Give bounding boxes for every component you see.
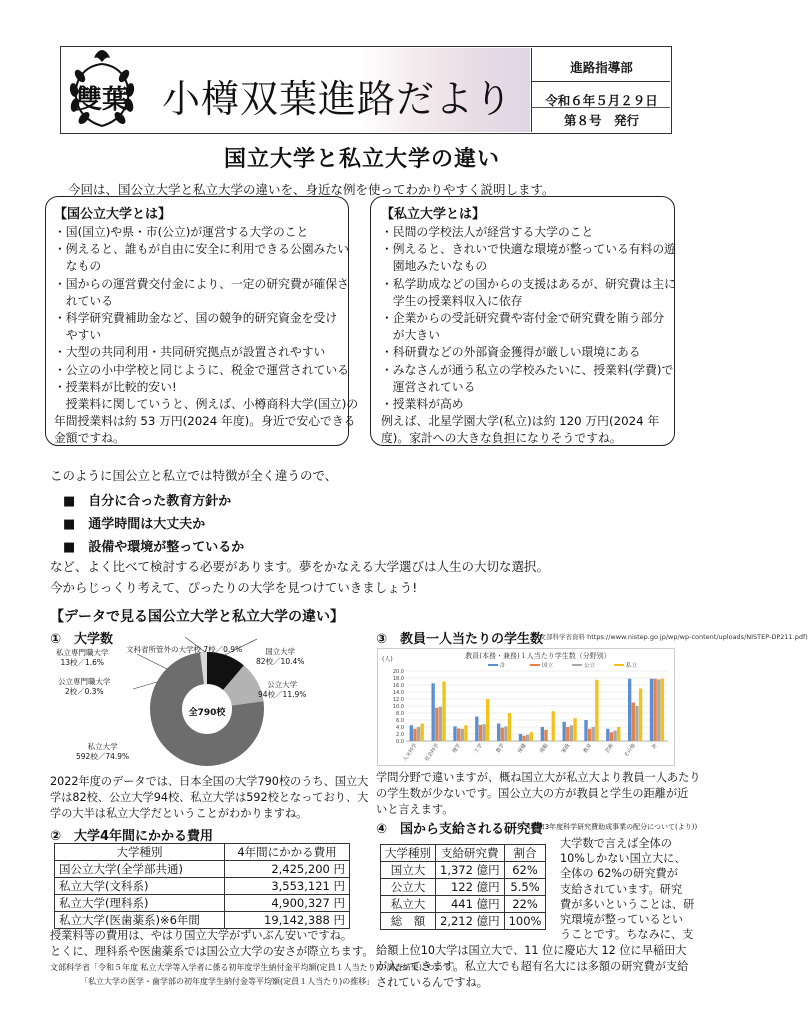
text-line: 大学数で言えば全体の bbox=[560, 837, 672, 850]
pie-label-private-professional: 私立専門職大学 13校／1.6% bbox=[56, 648, 109, 667]
text-line: 金額ですね。 bbox=[54, 431, 125, 446]
text-line: 10%しかない国立大に、 bbox=[560, 852, 686, 866]
bar bbox=[461, 729, 464, 741]
text-line: 支給されています。研究 bbox=[560, 882, 683, 896]
text-line: 授業料に関していうと、例えば、小樽商科大学(国立)の bbox=[54, 397, 359, 411]
text-line: ・私学助成などの国からの支援はあるが、研究費は主に bbox=[381, 276, 676, 291]
bar bbox=[431, 683, 434, 741]
comparison-text: このように国公立と私立では特徴が全く違うので、 bbox=[50, 468, 338, 483]
bar bbox=[541, 727, 544, 741]
funds-ratio: 62% bbox=[504, 862, 546, 879]
private-university-box bbox=[370, 196, 675, 446]
research-funds-table bbox=[380, 844, 546, 930]
text-line: なもの bbox=[54, 259, 102, 274]
issue-number: 第８号 発行 bbox=[563, 113, 639, 128]
legend-label: 公立 bbox=[584, 663, 596, 669]
bar bbox=[584, 720, 587, 741]
national-university-box bbox=[45, 196, 359, 446]
pie-label-public-professional: 公立専門職大学 2校／0.3% bbox=[58, 677, 111, 696]
x-tick-label: 理学 bbox=[451, 742, 463, 755]
text-line: ・科学研究費補助金など、国の競争的研究資金を受け bbox=[54, 311, 338, 325]
bar bbox=[628, 679, 631, 741]
header-divider bbox=[531, 107, 670, 108]
section1-heading: ① 大学数 bbox=[50, 632, 114, 647]
text-line: ・授業料が高め bbox=[381, 397, 464, 411]
y-tick-label: 8.0 bbox=[396, 711, 404, 717]
text-line: 園地みたいなもの bbox=[381, 259, 488, 274]
cost-col-amount: 4年間にかかる費用 bbox=[225, 844, 350, 861]
funds-ratio: 22% bbox=[504, 896, 546, 913]
x-tick-label: 計 bbox=[650, 742, 659, 751]
funds-ratio: 5.5% bbox=[504, 879, 546, 896]
text-line: ・公立の小中学校と同じように、税金で運営されている bbox=[54, 362, 349, 377]
bar bbox=[552, 711, 555, 741]
article-title: 国立大学と私立大学の違い bbox=[223, 147, 500, 172]
intro-text: 今回は、国公立大学と私立大学の違いを、身近な例を使ってわかりやすく説明します。 bbox=[68, 182, 555, 197]
section2-source: 「私立大学の医学・歯学部の初年度学生納付金等平均額(定員１人当たり)の推移」 bbox=[80, 977, 375, 986]
bar bbox=[595, 680, 598, 741]
legend-label: 私立 bbox=[626, 663, 638, 669]
cost-amount: 4,900,327 円 bbox=[225, 895, 350, 912]
x-tick-label: 教育 bbox=[582, 742, 594, 755]
cost-amount: 2,425,200 円 bbox=[225, 861, 350, 878]
bar bbox=[417, 727, 420, 741]
section1-text: 2022年度のデータでは、日本全国の大学790校のうち、国立大 bbox=[50, 775, 369, 788]
bar bbox=[635, 706, 638, 741]
section4-text: 給額上位10大学は国立大で、11 位に慶応大 12 位に早稲田大 bbox=[376, 944, 687, 957]
emblem-glyph: 雙葉 bbox=[75, 85, 129, 115]
section3-text: いと言えます。 bbox=[376, 803, 454, 816]
chart-title: 教員(本務・兼務)１人当たり学生数（分野別） bbox=[465, 652, 611, 660]
text-line: ・国からの運営費交付金により、一定の研究費が確保さ bbox=[54, 276, 349, 291]
text-line: ・国(国立)や県・市(公立)が運営する大学のこと bbox=[54, 225, 309, 239]
bar bbox=[442, 682, 445, 742]
section2-text: とくに、理科系や医歯薬系では国公立大学の安さが際立ちます。 bbox=[50, 945, 374, 958]
funds-amount: 441 億円 bbox=[436, 896, 505, 913]
x-tick-label: 人文科学 bbox=[402, 742, 419, 763]
bar bbox=[475, 717, 478, 742]
bar bbox=[410, 725, 413, 741]
bar bbox=[508, 713, 511, 741]
students-per-teacher-chart bbox=[377, 648, 675, 766]
funds-col-type: 大学種別 bbox=[381, 845, 436, 862]
y-tick-label: 12.0 bbox=[392, 697, 404, 703]
bar bbox=[566, 727, 569, 741]
y-tick-label: 20.0 bbox=[392, 669, 404, 675]
pie-center-label: 全790校 bbox=[188, 708, 226, 718]
bar bbox=[479, 725, 482, 741]
text-line: ・企業からの受託研究費や寄付金で研究費を賄う部分 bbox=[381, 311, 665, 325]
bar bbox=[530, 732, 533, 741]
newsletter-title: 小樽双葉進路だより bbox=[162, 77, 514, 121]
text-line: ・大型の共同利用・共同研究拠点が設置されやすい bbox=[54, 345, 326, 360]
section2-text: 授業料等の費用は、やはり国立大学がずいぶん安いですね。 bbox=[50, 929, 353, 942]
table-row bbox=[381, 896, 546, 913]
text-line: やすい bbox=[54, 328, 102, 343]
text-line: ・授業料が比較的安い! bbox=[54, 379, 177, 394]
table-row bbox=[381, 913, 546, 930]
section3-text: 学問分野で違いますが、概ね国立大が私立大より教員一人あたり bbox=[376, 771, 701, 784]
point-item: ■ 自分に合った教育方針か bbox=[63, 494, 232, 509]
text-line: ・例えると、誰もが自由に安全に利用できる公園みたい bbox=[54, 242, 349, 257]
y-tick-label: 4.0 bbox=[396, 725, 404, 731]
text-line: 度)。家計への大きな負担になりそうですね。 bbox=[381, 431, 622, 446]
private-box-heading: 【私立大学とは】 bbox=[381, 207, 486, 222]
text-line: 運営されている bbox=[381, 379, 476, 394]
x-tick-label: 保健 bbox=[517, 742, 528, 755]
bar bbox=[501, 728, 504, 741]
y-tick-label: 14.0 bbox=[392, 690, 404, 696]
y-tick-label: 18.0 bbox=[392, 676, 404, 682]
table-row bbox=[55, 912, 350, 929]
table-row bbox=[55, 861, 350, 878]
bar bbox=[486, 699, 489, 741]
cost-type: 国公立大学(全学部共通) bbox=[55, 861, 225, 878]
cost-amount: 3,553,121 円 bbox=[225, 878, 350, 895]
table-row bbox=[381, 862, 546, 879]
closing-text: など、よく比べて検討する必要があります。夢をかなえる大学選びは人生の大切な選択。 bbox=[50, 559, 550, 574]
legend-label: 計 bbox=[500, 663, 506, 669]
department-label: 進路指導部 bbox=[570, 60, 633, 75]
funds-type: 国立大 bbox=[381, 862, 436, 879]
bar bbox=[544, 730, 547, 741]
funds-col-amount: 支給研究費 bbox=[436, 845, 505, 862]
text-line: が大きい bbox=[381, 328, 440, 343]
legend-label: 国立 bbox=[542, 663, 554, 669]
funds-ratio: 100% bbox=[504, 913, 546, 930]
y-tick-label: 0.0 bbox=[396, 739, 404, 745]
section2-heading: ② 大学4年間にかかる費用 bbox=[50, 829, 214, 844]
section3-text: の学生数が少ないです。国公立大の方が教員と学生の距離が近 bbox=[376, 787, 689, 800]
pie-label-national: 国立大学 82校／10.4% bbox=[256, 647, 305, 666]
bar bbox=[592, 727, 595, 741]
cost-amount: 19,142,388 円 bbox=[225, 912, 350, 929]
bar bbox=[519, 734, 522, 741]
text-line: 年間授業料は約 53 万円(2024 年度)。身近で安心できる bbox=[54, 414, 356, 429]
bar bbox=[653, 679, 656, 741]
text-line: 例えば、北星学園大学(私立)は約 120 万円(2024 年 bbox=[381, 414, 660, 429]
funds-type: 私立大 bbox=[381, 896, 436, 913]
x-tick-label: 農学 bbox=[495, 742, 506, 755]
text-line: ・みなさんが通う私立の学校みたいに、授業料(学費)で bbox=[381, 362, 674, 377]
text-line: ・民間の学校法人が経営する大学のこと bbox=[381, 225, 594, 239]
bar bbox=[570, 725, 573, 741]
bar bbox=[632, 703, 635, 742]
bar bbox=[661, 679, 664, 741]
cost-table bbox=[54, 843, 350, 929]
bar bbox=[613, 731, 616, 742]
header-info-box bbox=[531, 48, 670, 132]
funds-amount: 122 億円 bbox=[436, 879, 505, 896]
text-line: ・科研費などの外部資金獲得が厳しい環境にある bbox=[381, 345, 641, 360]
x-tick-label: 工学 bbox=[473, 742, 485, 755]
table-row bbox=[381, 879, 546, 896]
text-line: 学生の授業料収入に依存 bbox=[381, 293, 523, 308]
bar bbox=[457, 728, 460, 741]
y-tick-label: 2.0 bbox=[396, 732, 404, 738]
section1-text: 学は82校、公立大学94校、私立大学は592校となっており、大 bbox=[50, 791, 369, 804]
section3-heading: ③ 教員一人当たりの学生数 bbox=[376, 632, 544, 647]
bar bbox=[617, 727, 620, 741]
bar bbox=[650, 679, 653, 741]
pie-label-ministry: 文科省所管外の大学校 7校／0.9% bbox=[126, 645, 243, 654]
pie-label-public: 公立大学 94校／11.9% bbox=[258, 680, 307, 699]
section4-source: (令和3年度科学研究費助成事業の配分について(より)) bbox=[528, 823, 698, 831]
funds-amount: 1,372 億円 bbox=[436, 862, 505, 879]
cost-type: 私立大学(文科系) bbox=[55, 878, 225, 895]
x-tick-label: 芸術 bbox=[604, 742, 616, 755]
bar bbox=[522, 736, 525, 741]
x-tick-label: 家政 bbox=[560, 742, 572, 755]
text-line: 究環境が整っているとい bbox=[560, 913, 684, 926]
bar bbox=[639, 689, 642, 742]
table-row bbox=[55, 878, 350, 895]
bar bbox=[562, 722, 565, 741]
data-section-heading: 【データで見る国公立大学と私立大学の違い】 bbox=[50, 609, 344, 625]
y-tick-label: 10.0 bbox=[392, 704, 404, 710]
section4-text: が入ってきます。私立大でも超有名大には多額の研究費が支給 bbox=[376, 960, 689, 973]
chart-unit: (人) bbox=[382, 656, 393, 663]
closing-text: 今からじっくり考えて、ぴったりの大学を見つけていきましょう! bbox=[50, 580, 418, 595]
bar bbox=[610, 732, 613, 741]
school-emblem bbox=[62, 48, 142, 132]
bar bbox=[497, 724, 500, 742]
table-row bbox=[55, 895, 350, 912]
bar bbox=[453, 726, 456, 741]
national-box-heading: 【国公立大学とは】 bbox=[54, 207, 172, 222]
pie-label-private: 私立大学 592校／74.9% bbox=[76, 742, 130, 761]
section1-text: 学の大半は私立大学だということがわかりますね。 bbox=[50, 807, 308, 820]
text-line: ・例えると、きれいで快適な環境が整っている有料の遊 bbox=[381, 242, 676, 257]
cost-type: 私立大学(理科系) bbox=[55, 895, 225, 912]
section3-source: (文部科学省資料 https://www.nistep.go.jp/wp/wp-content/uploads/NISTEP-DP211.pdf) bbox=[537, 633, 808, 641]
x-tick-label: 商船 bbox=[538, 742, 550, 755]
bar bbox=[504, 726, 507, 741]
bar bbox=[606, 729, 609, 741]
text-line: 費が多いということは、研 bbox=[560, 897, 695, 911]
issue-date: 令和６年５月２９日 bbox=[545, 93, 658, 108]
bar bbox=[482, 724, 485, 741]
bar bbox=[657, 679, 660, 741]
y-tick-label: 16.0 bbox=[392, 683, 404, 689]
funds-amount: 2,212 億円 bbox=[436, 913, 505, 930]
x-tick-label: その他 bbox=[623, 742, 637, 759]
bar bbox=[439, 707, 442, 741]
cost-type: 私立大学(医歯薬系)※6年間 bbox=[55, 912, 225, 929]
bar bbox=[435, 708, 438, 741]
header-divider bbox=[531, 81, 670, 82]
bar bbox=[421, 724, 424, 742]
text-line: れている bbox=[54, 293, 113, 308]
section2-source: 文部科学省「令和５年度 私立大学等入学者に係る初年度学生納付金平均額(定員１人当たり)の調査結果について」 bbox=[50, 963, 459, 972]
x-tick-label: 社会科学 bbox=[423, 742, 441, 763]
cost-col-type: 大学種別 bbox=[55, 844, 225, 861]
bar bbox=[573, 718, 576, 741]
section4-heading: ④ 国から支給される研究費 bbox=[376, 822, 544, 837]
point-item: ■ 通学時間は大丈夫か bbox=[63, 517, 206, 532]
text-line: うことです。ちなみに、支 bbox=[560, 928, 694, 942]
bar bbox=[526, 735, 529, 741]
text-line: 全体の 62%の研究費が bbox=[560, 867, 678, 881]
bar bbox=[588, 729, 591, 741]
bar bbox=[464, 725, 467, 741]
funds-type: 公立大 bbox=[381, 879, 436, 896]
point-item: ■ 設備や環境が整っているか bbox=[63, 540, 245, 555]
funds-type: 総 額 bbox=[381, 913, 436, 930]
section4-text: されているんですね。 bbox=[376, 976, 488, 989]
bar bbox=[413, 729, 416, 741]
y-tick-label: 6.0 bbox=[396, 718, 404, 724]
funds-col-ratio: 割合 bbox=[504, 845, 546, 862]
